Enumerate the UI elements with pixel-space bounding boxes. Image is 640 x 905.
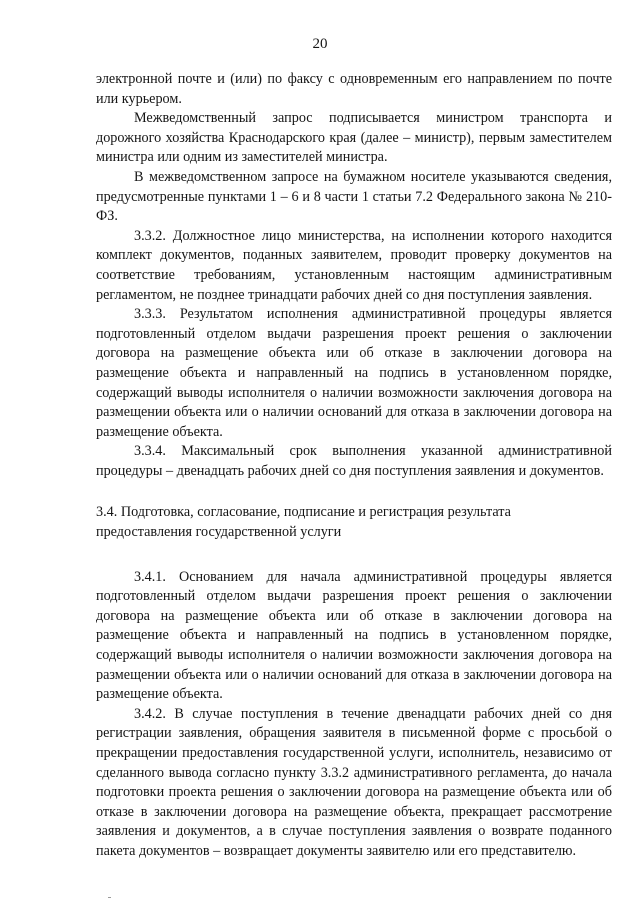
section-heading-line-2: предоставления государственной услуги (96, 524, 342, 541)
paragraph-paper-request-contents: В межведомственном запросе на бумажном носителе указываются сведения, предусмотренные пунктами 1 – 6 и 8 части 1 статьи 7.2 Федерального закона № 210-ФЗ. (96, 168, 612, 225)
paragraph-3-4-1: 3.4.1. Основанием для начала административной процедуры является подготовленный отделом выдачи разрешения проект решения о заключении договора на размещение объекта или об отказе в заключении договора на размещение объекта и направленный на подпись в установленном порядке, содержащий выводы исполнителя о наличии возможности заключения договора на размещении объекта или о наличии оснований для отказа в заключении договора на размещение объекта. (96, 568, 612, 703)
scan-mark (108, 897, 111, 898)
paragraph-continuation: электронной почте и (или) по факсу с одновременным его направлением по почте или курьером. (96, 71, 612, 107)
document-body (96, 70, 612, 862)
paragraph-3-3-2: 3.3.2. Должностное лицо министерства, на исполнении которого находится комплект документов, поданных заявителем, проводит проверку документов на соответствие требованиям, установленным настоящим административным регламентом, не позднее тринадцати рабочих дней со дня поступления заявления. (96, 227, 612, 303)
section-heading-line-1: 3.4. Подготовка, согласование, подписание и регистрация результата (96, 504, 511, 521)
paragraph-3-3-3: 3.3.3. Результатом исполнения административной процедуры является подготовленный отделом выдачи разрешения проект решения о заключении договора на размещение объекта или об отказе в заключении договора на размещение объекта и направленный на подпись в установленном порядке, содержащий выводы исполнителя о наличии возможности заключения договора на размещении объекта или о наличии оснований для отказа в заключении договора на размещение объекта. (96, 306, 612, 440)
section-heading-3-4 (96, 503, 612, 542)
paragraph-3-3-4: 3.3.4. Максимальный срок выполнения указанной административной процедуры – двенадцать рабочих дней со дня поступления заявления и документов. (96, 443, 612, 479)
paragraph-3-4-2: 3.4.2. В случае поступления в течение двенадцати рабочих дней со дня регистрации заявления, обращения заявителя в письменной форме с просьбой о прекращении предоставления государственной услуги, исполнитель, независимо от сделанного вывода согласно пункту 3.3.2 административного регламента, до начала подготовки проекта решения о заключении договора на размещение объекта или об отказе в заключении договора на размещение объекта, прекращает рассмотрение заявления и документов, а в случае поступления заявления о возврате поданного пакета документов – возвращает документы заявителю или его представителю. (96, 705, 612, 859)
page-number: 20 (312, 36, 328, 52)
paragraph-interagency-request-signing: Межведомственный запрос подписывается министром транспорта и дорожного хозяйства Краснодарского края (далее – министр), первым заместителем министра или одним из заместителей министра. (96, 110, 612, 166)
